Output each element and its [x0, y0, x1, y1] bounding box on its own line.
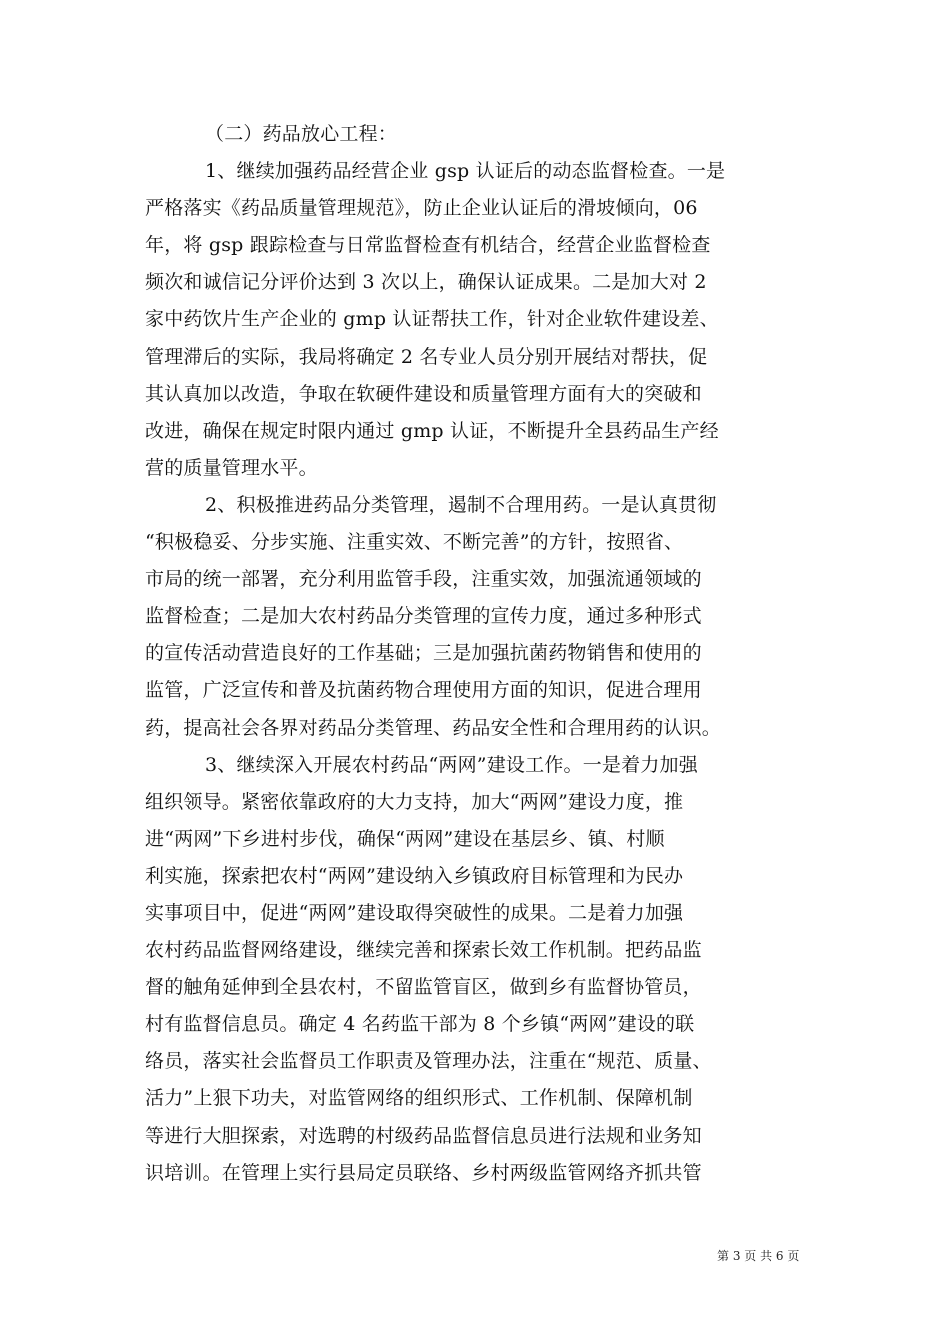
paragraph-line: 管理滞后的实际，我局将确定 2 名专业人员分别开展结对帮扶，促: [145, 345, 708, 368]
paragraph-line: 监督检查；二是加大农村药品分类管理的宣传力度，通过多种形式: [145, 605, 702, 628]
paragraph-line: 利实施，探索把农村“两网”建设纳入乡镇政府目标管理和为民办: [145, 864, 684, 887]
paragraph-1: [145, 153, 810, 487]
paragraph-line: 市局的统一部署，充分利用监管手段，注重实效，加强流通领域的: [145, 568, 702, 591]
paragraph-line: 的宣传活动营造良好的工作基础；三是加强抗菌药物销售和使用的: [145, 642, 702, 665]
paragraph-line: 进“两网”下乡进村步伐，确保“两网”建设在基层乡、镇、村顺: [145, 827, 665, 850]
paragraph-line: 家中药饮片生产企业的 gmp 认证帮扶工作，针对企业软件建设差、: [145, 308, 719, 331]
paragraph-line: “积极稳妥、分步实施、注重实效、不断完善”的方针，按照省、: [145, 531, 684, 554]
paragraph-line: 等进行大胆探索，对选聘的村级药品监督信息员进行法规和业务知: [145, 1124, 702, 1147]
paragraph-3: [145, 747, 810, 1192]
paragraph-line: 活力”上狠下功夫，对监管网络的组织形式、工作机制、保障机制: [145, 1087, 693, 1110]
paragraph-line: 农村药品监督网络建设，继续完善和探索长效工作机制。把药品监: [145, 939, 702, 962]
page-number: 第 3 页 共 6 页: [717, 1249, 800, 1263]
paragraph-line: 络员，落实社会监督员工作职责及管理办法，注重在“规范、质量、: [145, 1050, 712, 1073]
paragraph-line: 改进，确保在规定时限内通过 gmp 认证，不断提升全县药品生产经: [145, 419, 719, 442]
paragraph-line: 督的触角延伸到全县农村，不留监管盲区，做到乡有监督协管员，: [145, 976, 702, 999]
paragraph-line: 严格落实《药品质量管理规范》，防止企业认证后的滑坡倾向，06: [145, 197, 698, 220]
paragraph-line: 村有监督信息员。确定 4 名药监干部为 8 个乡镇“两网”建设的联: [145, 1013, 695, 1036]
paragraph-line: 实事项目中，促进“两网”建设取得突破性的成果。二是着力加强: [145, 901, 684, 924]
paragraph-line: 药，提高社会各界对药品分类管理、药品安全性和合理用药的认识。: [145, 716, 722, 739]
paragraph-line: 3、继续深入开展农村药品“两网”建设工作。一是着力加强: [205, 753, 698, 776]
paragraph-line: 识培训。在管理上实行县局定员联络、乡村两级监管网络齐抓共管: [145, 1161, 702, 1184]
section-heading: （二）药品放心工程：: [205, 123, 398, 145]
paragraph-line: 1、继续加强药品经营企业 gsp 认证后的动态监督检查。一是: [205, 160, 726, 183]
paragraph-2: [145, 487, 810, 747]
paragraph-line: 其认真加以改造，争取在软硬件建设和质量管理方面有大的突破和: [145, 382, 702, 405]
paragraph-line: 组织领导。紧密依靠政府的大力支持，加大“两网”建设力度，推: [145, 790, 684, 813]
paragraph-line: 频次和诚信记分评价达到 3 次以上，确保认证成果。二是加大对 2: [145, 271, 707, 294]
paragraph-line: 监管，广泛宣传和普及抗菌药物合理使用方面的知识，促进合理用: [145, 679, 702, 702]
paragraph-line: 2、积极推进药品分类管理，遏制不合理用药。一是认真贯彻: [205, 493, 717, 516]
document-body: [145, 116, 810, 1192]
paragraph-line: 年，将 gsp 跟踪检查与日常监督检查有机结合，经营企业监督检查: [145, 234, 711, 257]
paragraph-line: 营的质量管理水平。: [145, 456, 318, 479]
